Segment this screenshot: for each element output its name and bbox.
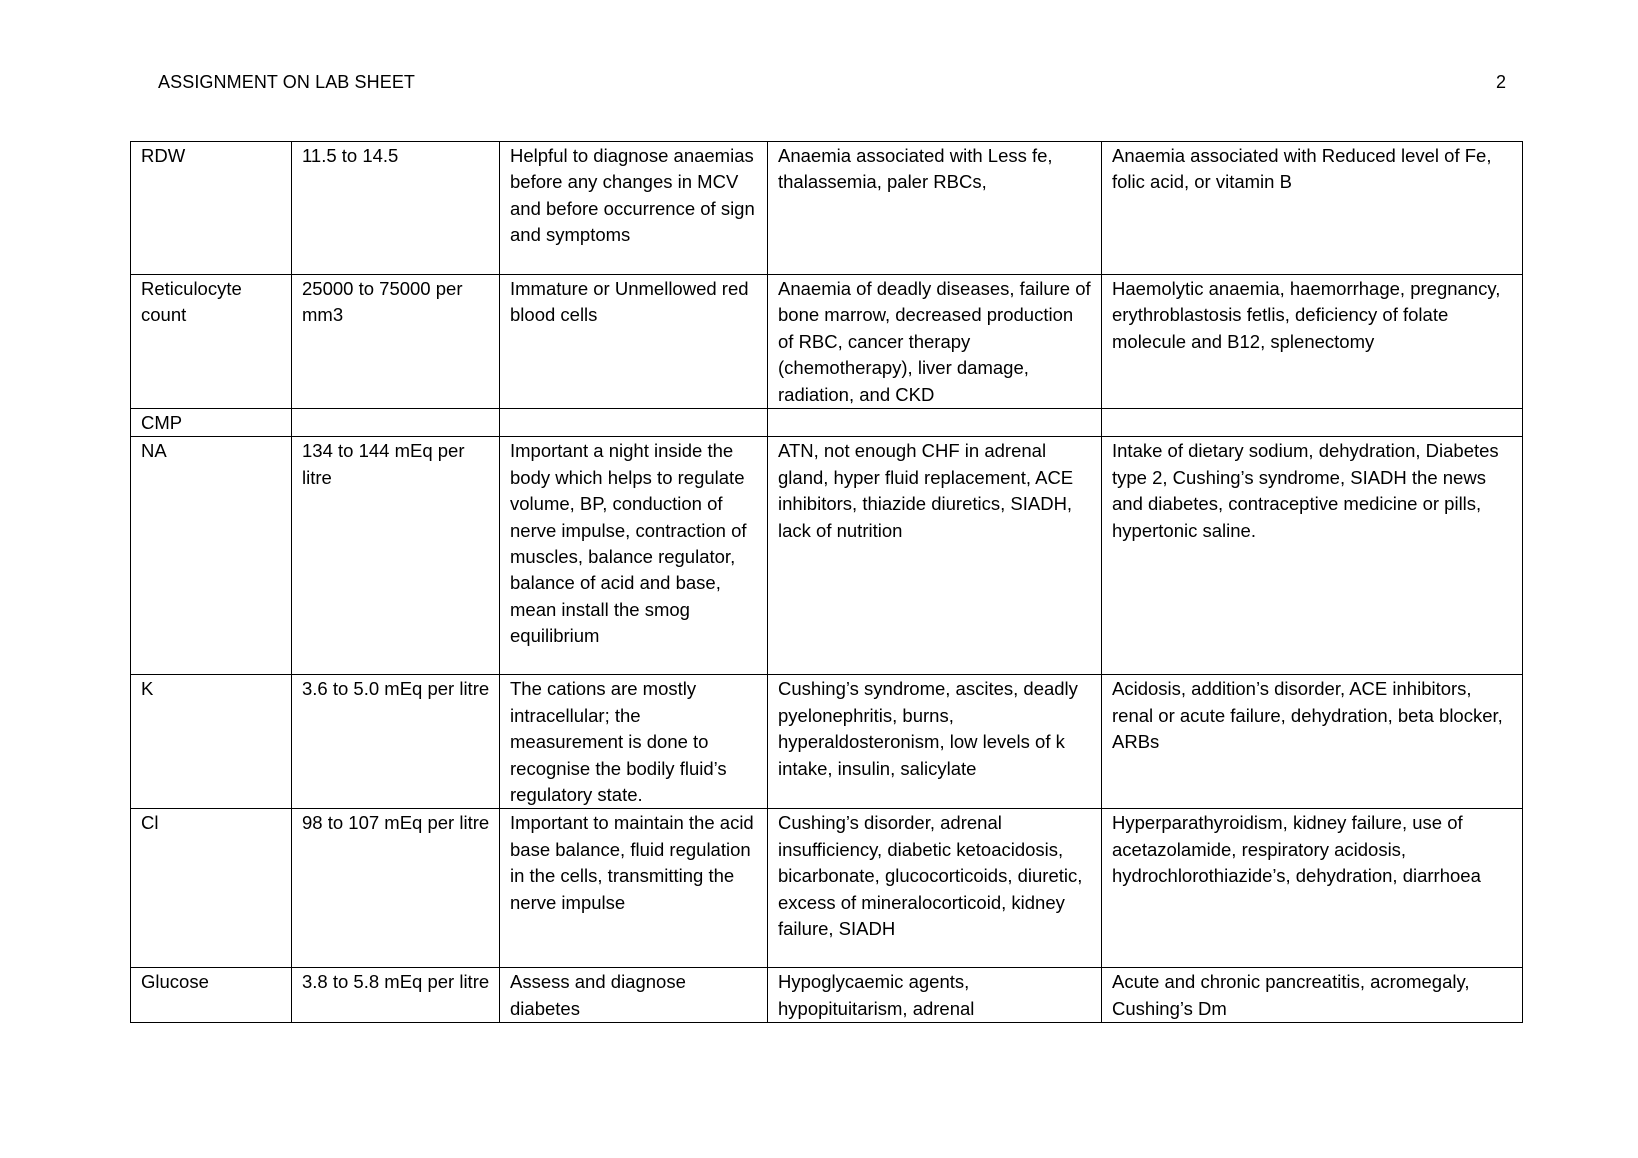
- decreased-causes-cell: Hypoglycaemic agents, hypopituitarism, adrenal: [768, 968, 1102, 1023]
- purpose-cell: Immature or Unmellowed red blood cells: [500, 275, 768, 409]
- table-row: [131, 968, 1523, 1023]
- normal-range-cell: 25000 to 75000 per mm3: [292, 275, 500, 409]
- normal-range-cell: 3.6 to 5.0 mEq per litre: [292, 675, 500, 809]
- increased-causes-cell: Haemolytic anaemia, haemorrhage, pregnancy, erythroblastosis fetlis, deficiency of folate molecule and B12, splenectomy: [1102, 275, 1523, 409]
- increased-causes-cell: Acute and chronic pancreatitis, acromegaly, Cushing’s Dm: [1102, 968, 1523, 1023]
- decreased-causes-cell: Anaemia of deadly diseases, failure of bone marrow, decreased production of RBC, cancer therapy (chemotherapy), liver damage, radiation, and CKD: [768, 275, 1102, 409]
- normal-range-cell: 11.5 to 14.5: [292, 142, 500, 275]
- lab-results-table: [130, 141, 1523, 1023]
- purpose-cell: Helpful to diagnose anaemias before any changes in MCV and before occurrence of sign and symptoms: [500, 142, 768, 275]
- increased-causes-cell: Hyperparathyroidism, kidney failure, use of acetazolamide, respiratory acidosis, hydrochlorothiazide’s, dehydration, diarrhoea: [1102, 809, 1523, 968]
- purpose-cell: The cations are mostly intracellular; the measurement is done to recognise the bodily fluid’s regulatory state.: [500, 675, 768, 809]
- decreased-causes-cell: Cushing’s syndrome, ascites, deadly pyelonephritis, burns, hyperaldosteronism, low levels of k intake, insulin, salicylate: [768, 675, 1102, 809]
- purpose-cell: Important to maintain the acid base balance, fluid regulation in the cells, transmitting the nerve impulse: [500, 809, 768, 968]
- increased-causes-cell: Anaemia associated with Reduced level of Fe, folic acid, or vitamin B: [1102, 142, 1523, 275]
- test-name-cell: Glucose: [131, 968, 292, 1023]
- test-name-cell: NA: [131, 437, 292, 675]
- table-row: [131, 409, 1523, 437]
- normal-range-cell: 134 to 144 mEq per litre: [292, 437, 500, 675]
- test-name-cell: RDW: [131, 142, 292, 275]
- decreased-causes-cell: Cushing’s disorder, adrenal insufficiency, diabetic ketoacidosis, bicarbonate, glucocorticoids, diuretic, excess of mineralocorticoid, kidney failure, SIADH: [768, 809, 1102, 968]
- purpose-cell: Assess and diagnose diabetes: [500, 968, 768, 1023]
- decreased-causes-cell: [768, 409, 1102, 437]
- table-row: [131, 275, 1523, 409]
- page-number: 2: [1495, 72, 1506, 92]
- test-name-cell: K: [131, 675, 292, 809]
- test-name-cell: Cl: [131, 809, 292, 968]
- increased-causes-cell: [1102, 409, 1523, 437]
- purpose-cell: [500, 409, 768, 437]
- normal-range-cell: [292, 409, 500, 437]
- table-row: [131, 142, 1523, 275]
- increased-causes-cell: Acidosis, addition’s disorder, ACE inhibitors, renal or acute failure, dehydration, beta blocker, ARBs: [1102, 675, 1523, 809]
- test-name-cell: Reticulocyte count: [131, 275, 292, 409]
- purpose-cell: Important a night inside the body which helps to regulate volume, BP, conduction of nerve impulse, contraction of muscles, balance regulator, balance of acid and base, mean install the smog equilibrium: [500, 437, 768, 675]
- table-row: [131, 437, 1523, 675]
- decreased-causes-cell: Anaemia associated with Less fe, thalassemia, paler RBCs,: [768, 142, 1102, 275]
- table-row: [131, 809, 1523, 968]
- normal-range-cell: 3.8 to 5.8 mEq per litre: [292, 968, 500, 1023]
- running-header-title: ASSIGNMENT ON LAB SHEET: [158, 72, 416, 92]
- normal-range-cell: 98 to 107 mEq per litre: [292, 809, 500, 968]
- increased-causes-cell: Intake of dietary sodium, dehydration, Diabetes type 2, Cushing’s syndrome, SIADH the news and diabetes, contraceptive medicine or pills, hypertonic saline.: [1102, 437, 1523, 675]
- table-row: [131, 675, 1523, 809]
- test-name-cell: CMP: [131, 409, 292, 437]
- decreased-causes-cell: ATN, not enough CHF in adrenal gland, hyper fluid replacement, ACE inhibitors, thiazide diuretics, SIADH, lack of nutrition: [768, 437, 1102, 675]
